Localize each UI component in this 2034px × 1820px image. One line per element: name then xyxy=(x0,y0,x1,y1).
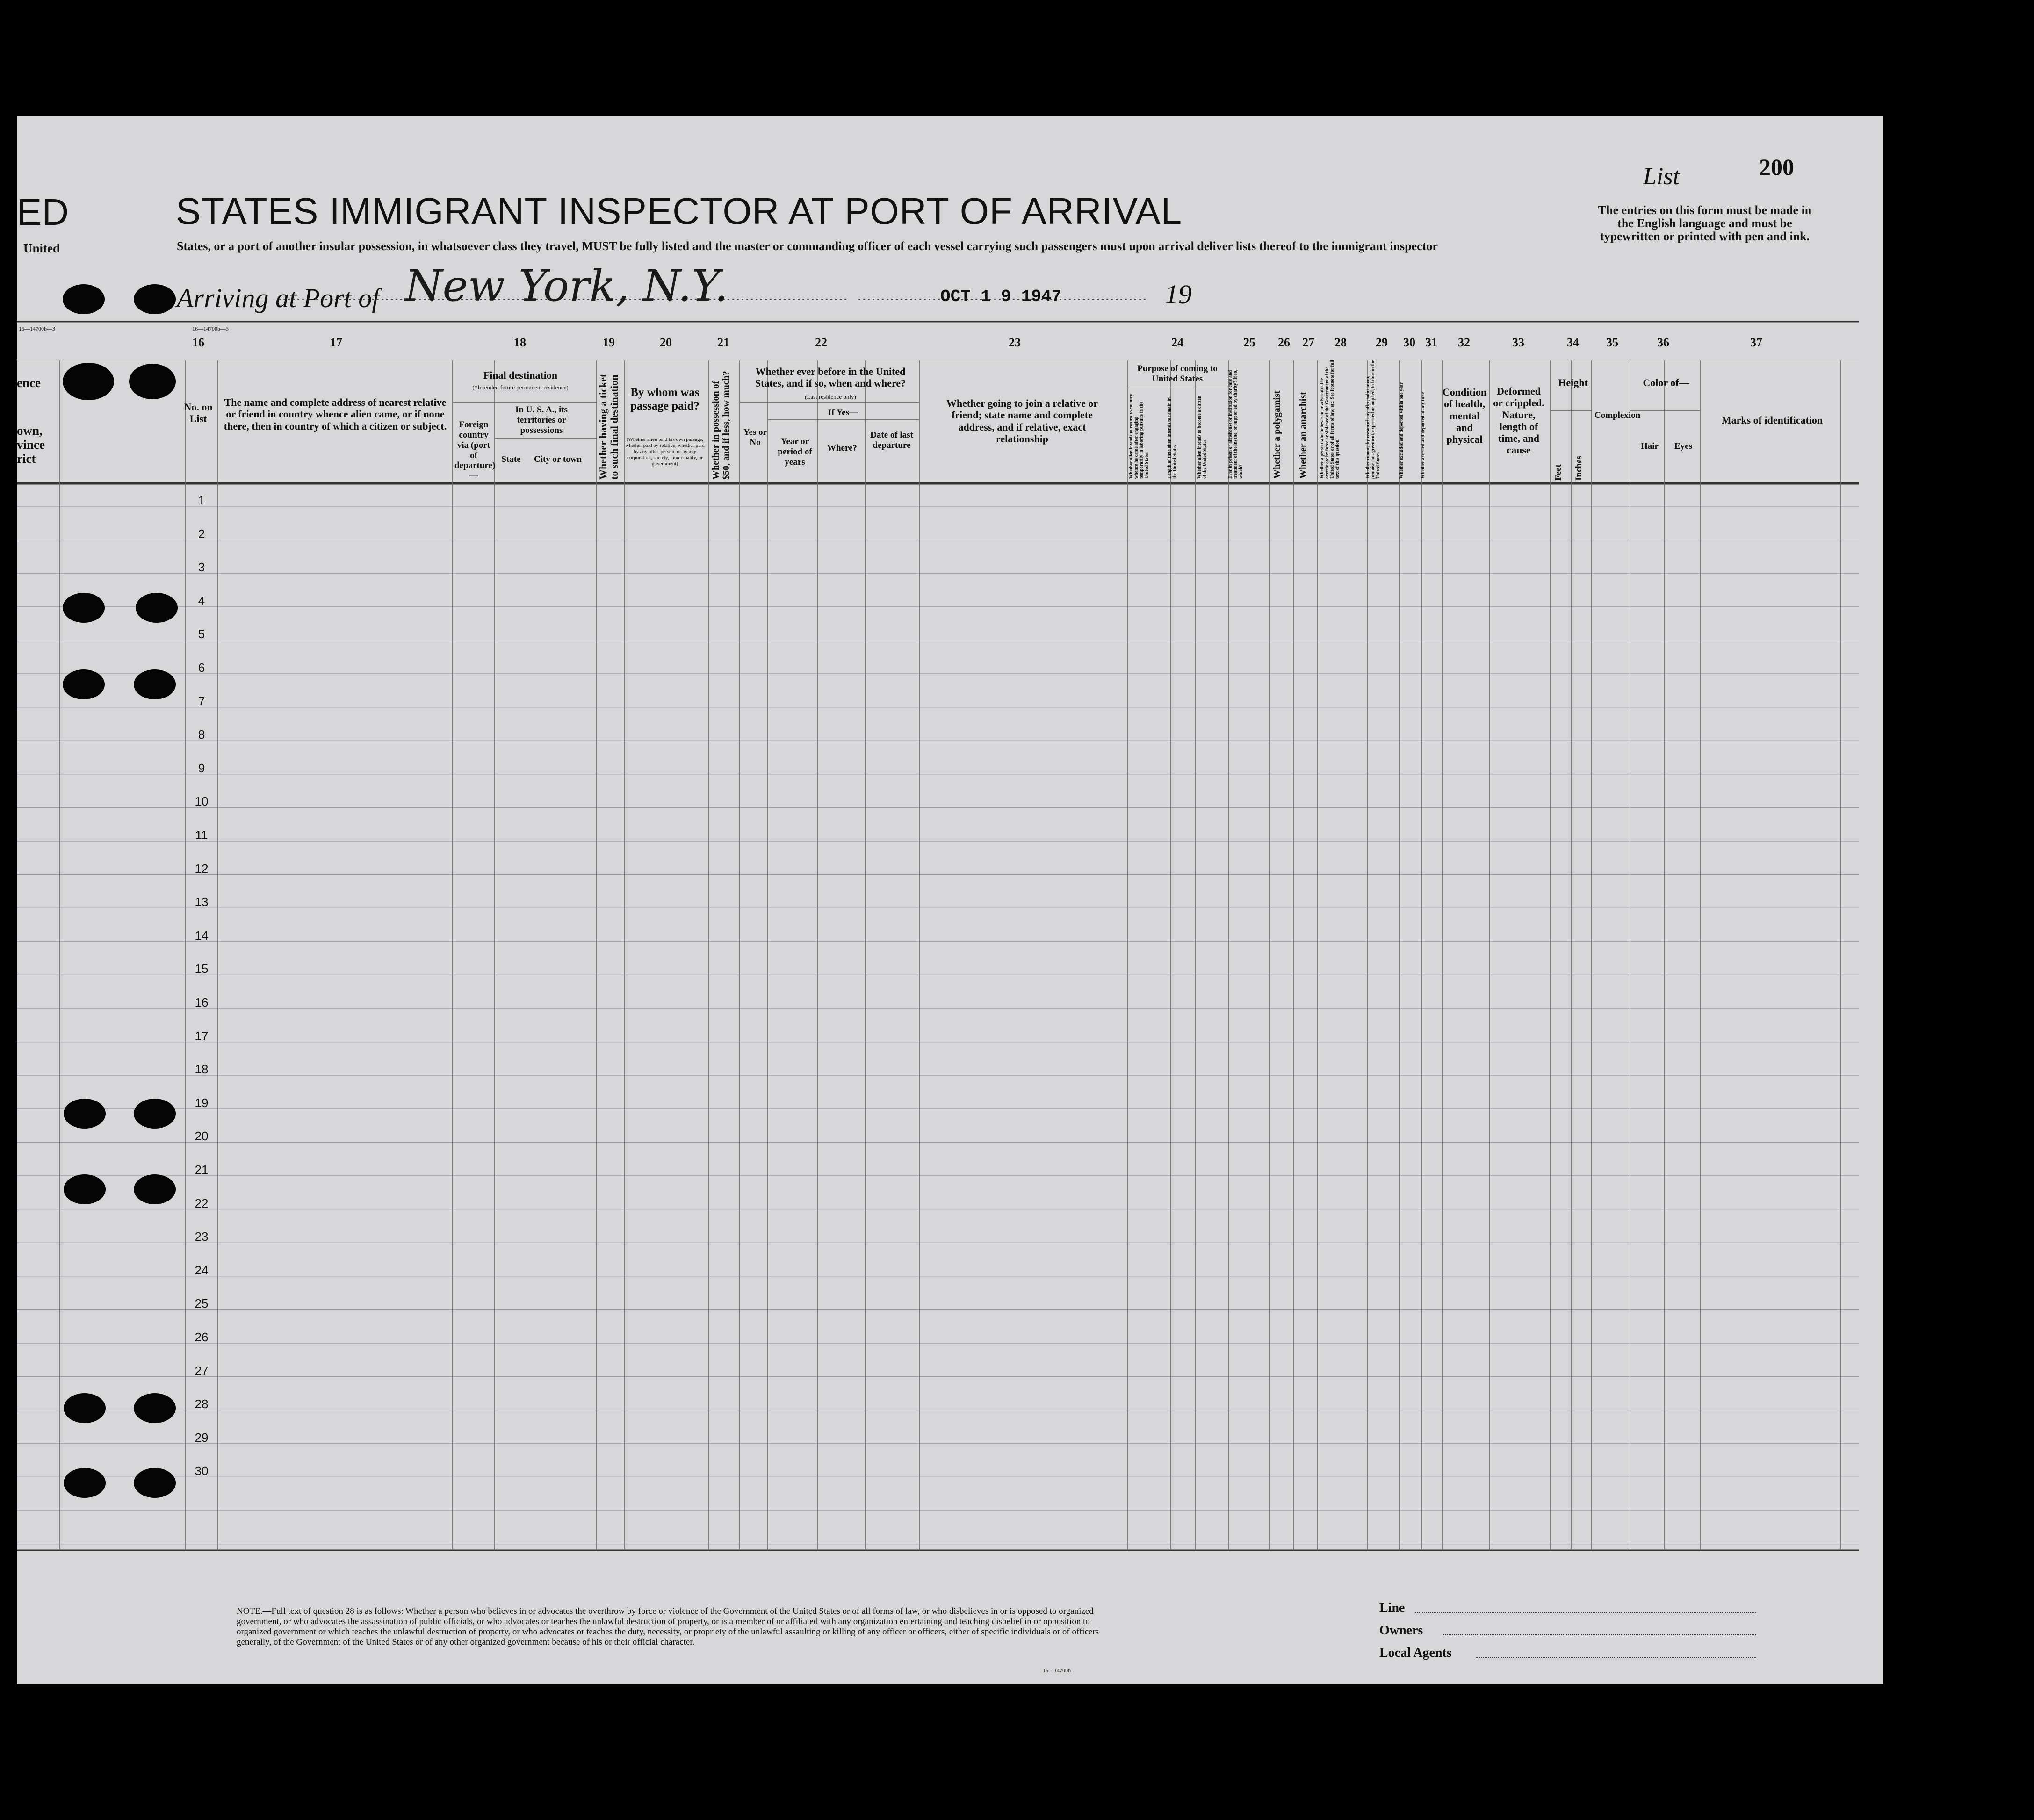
date-stamp: OCT 1 9 1947 xyxy=(940,287,1062,306)
header-anarchist: Whether an anarchist xyxy=(1298,392,1308,479)
column-number: 25 xyxy=(1243,336,1255,349)
binding-hole xyxy=(64,1393,106,1423)
header-city: City or town xyxy=(534,454,582,464)
binding-hole xyxy=(129,364,176,399)
binding-hole xyxy=(63,669,105,699)
header-purpose-citizen: Whether alien intends to become a citizen of the United States xyxy=(1197,396,1207,479)
column-number: 18 xyxy=(514,336,526,349)
row-number: 4 xyxy=(198,593,205,608)
binding-hole xyxy=(64,1099,106,1129)
binding-hole xyxy=(134,669,176,699)
binding-hole xyxy=(134,284,176,314)
column-number: 26 xyxy=(1278,336,1290,349)
header-ever-before: Whether ever before in the United States, and if so, when and where? xyxy=(755,366,906,389)
row-number: 14 xyxy=(195,928,209,942)
header-overthrow: Whether a person who believes in or advocates the overthrow by force or violence of the Government of the United States or of all forms of law, etc. See footnote for full text of this question xyxy=(1320,360,1340,479)
column-number: 35 xyxy=(1606,336,1618,349)
header-passage-paid-note: (Whether alien paid his own passage, whether paid by relative, whether paid by any other person, or by any corporation, society, municipality, or government) xyxy=(625,437,705,467)
row-number: 12 xyxy=(195,861,209,876)
column-number: 29 xyxy=(1376,336,1388,349)
row-number: 9 xyxy=(198,761,205,775)
column-number: 19 xyxy=(603,336,615,349)
header-feet: Feet xyxy=(1553,464,1563,481)
row-number: 15 xyxy=(195,962,209,976)
line-signature xyxy=(1415,1612,1756,1613)
footnote: NOTE.—Full text of question 28 is as follows: Whether a person who believes in or advocates the overthrow by force or violence of the Government of the United States or of all forms of law, or who disbelieves in or is opposed to organized government, or who advocates the assassination of public officials, or who advocates or teaches the unlawful destruction of property, or is a member of or affiliated with any organization entertaining and teaching disbelief in or opposition to organized government or which teaches the unlawful destruction of property, or who advocates or teaches the duty, necessity, or propriety of the unlawful assaulting or killing of any officer or officers, either of specific individuals or of officers generally, of the Government of the United States or of any other organized government because of his or their official character. xyxy=(237,1606,1099,1647)
header-ticket: Whether having a ticket to such final destination xyxy=(597,374,620,480)
manifest-sheet xyxy=(17,116,1883,1684)
header-if-yes: If Yes— xyxy=(828,408,858,417)
column-number: 28 xyxy=(1334,336,1347,349)
header-inches: Inches xyxy=(1574,456,1584,481)
binding-hole xyxy=(63,284,105,314)
row-number: 6 xyxy=(198,661,205,675)
row-number: 28 xyxy=(195,1397,209,1411)
header-color-of: Color of— xyxy=(1643,377,1689,388)
page-subtitle: States, or a port of another insular possession, in whatsoever class they travel, MUST be fully listed and the master or commanding officer of each vessel carrying such passengers must upon arrival deliver lists thereof to the immigrant inspector xyxy=(177,239,1438,253)
row-number: 18 xyxy=(195,1062,209,1077)
header-join-relative: Whether going to join a relative or friend; state name and complete address, and if relative, exact relationship xyxy=(946,397,1098,445)
page-title: STATES IMMIGRANT INSPECTOR AT PORT OF ARRIVAL xyxy=(176,190,1183,232)
header-where: Where? xyxy=(827,443,858,453)
row-number: 25 xyxy=(195,1296,209,1311)
row-number: 7 xyxy=(198,694,205,708)
binding-hole xyxy=(134,1468,176,1498)
header-passage-paid: By whom was passage paid? xyxy=(630,386,700,412)
header-offer-labor: Whether coming by reason of any offer, solicitation, promise, or agreement, expressed or implied, to labor in the United States xyxy=(1365,360,1381,479)
clipped-word-fragment: United xyxy=(23,241,60,255)
row-number: 27 xyxy=(195,1363,209,1378)
local-agents-label: Local Agents xyxy=(1379,1646,1452,1660)
line-label: Line xyxy=(1379,1601,1405,1615)
agents-signature xyxy=(1476,1657,1756,1658)
header-arrested: Whether arrested and deported at any time xyxy=(1421,392,1426,479)
header-deformed: Deformed or crippled. Nature, length of time, and cause xyxy=(1493,385,1544,456)
left-fragment: vince xyxy=(17,438,45,452)
instructions-note: The entries on this form must be made in the English language and must be typewritten or printed with pen and ink. xyxy=(1598,203,1812,243)
column-number: 23 xyxy=(1009,336,1021,349)
list-number: 200 xyxy=(1759,154,1794,180)
clipped-title-fragment: ED xyxy=(17,191,69,233)
list-label: List xyxy=(1643,163,1680,190)
row-number: 24 xyxy=(195,1263,209,1277)
header-no-on-list: No. on List xyxy=(184,401,213,425)
binding-hole xyxy=(134,1174,176,1204)
row-number: 8 xyxy=(198,727,205,742)
column-number: 32 xyxy=(1458,336,1470,349)
form-code-bottom: 16—14700b xyxy=(1043,1667,1071,1674)
column-number: 17 xyxy=(330,336,342,349)
row-number: 19 xyxy=(195,1095,209,1110)
owners-signature xyxy=(1443,1634,1756,1635)
binding-hole xyxy=(134,1099,176,1129)
year-prefix: 19 xyxy=(1165,279,1192,309)
form-code-fragment: 16—14700b—3 xyxy=(19,325,55,332)
header-final-destination-note: (*Intended future permanent residence) xyxy=(472,384,569,391)
row-number: 22 xyxy=(195,1196,209,1210)
header-purpose-return: Whether alien intends to return to country whence he came after engaging temporarily in laboring pursuits in the United States xyxy=(1129,394,1149,479)
row-number: 17 xyxy=(195,1029,209,1043)
row-number: 16 xyxy=(195,995,209,1009)
binding-hole xyxy=(64,1174,106,1204)
left-fragment: ence xyxy=(17,376,41,390)
header-in-usa: In U. S. A., its territories or possessions xyxy=(515,405,568,435)
header-yes-or-no: Yes or No xyxy=(743,427,767,447)
header-polygamist: Whether a polygamist xyxy=(1272,390,1282,479)
header-final-destination: Final destination xyxy=(483,369,558,381)
column-number: 33 xyxy=(1512,336,1524,349)
column-number: 34 xyxy=(1567,336,1579,349)
header-fifty-dollars: Whether in possession of $50, and if less, how much? xyxy=(711,371,731,480)
row-number: 21 xyxy=(195,1163,209,1177)
column-number: 27 xyxy=(1302,336,1314,349)
form-code-top: 16—14700b—3 xyxy=(192,325,229,332)
binding-hole xyxy=(63,363,114,400)
column-number: 20 xyxy=(660,336,672,349)
header-purpose-length: Length of time alien intends to remain in the United States xyxy=(1167,397,1177,479)
arriving-label: Arriving at Port of xyxy=(177,283,380,313)
header-ever-before-note: (Last residence only) xyxy=(805,393,856,400)
column-number: 16 xyxy=(192,336,204,349)
header-height: Height xyxy=(1558,377,1588,388)
header-nearest-relative: The name and complete address of nearest relative or friend in country whence alien came, or if none there, then in country of which a citizen or subject. xyxy=(224,396,447,432)
row-number: 13 xyxy=(195,895,209,909)
header-year-period: Year or period of years xyxy=(778,437,812,467)
binding-hole xyxy=(136,593,178,623)
header-marks: Marks of identification xyxy=(1721,414,1823,426)
binding-hole xyxy=(63,593,105,623)
column-number: 22 xyxy=(815,336,827,349)
row-number: 30 xyxy=(195,1464,209,1478)
row-number: 29 xyxy=(195,1430,209,1445)
row-number: 26 xyxy=(195,1330,209,1344)
port-handwritten: New York, N.Y. xyxy=(405,261,728,311)
header-prison: Ever in prison or almshouse or institution for care and treatment of the insane, or supported by charity? If so, which? xyxy=(1228,369,1243,479)
row-number: 1 xyxy=(198,493,205,507)
header-hair: Hair xyxy=(1641,441,1659,451)
header-complexion: Complexion xyxy=(1594,410,1641,420)
row-number: 2 xyxy=(198,526,205,541)
row-number: 20 xyxy=(195,1129,209,1144)
column-number: 37 xyxy=(1750,336,1762,349)
column-number: 30 xyxy=(1403,336,1415,349)
row-number: 11 xyxy=(195,828,208,842)
header-state: State xyxy=(501,454,521,464)
owners-label: Owners xyxy=(1379,1623,1423,1638)
header-purpose: Purpose of coming to United States xyxy=(1137,364,1218,384)
left-fragment: rict xyxy=(17,452,36,466)
column-number: 31 xyxy=(1425,336,1437,349)
left-fragment: own, xyxy=(17,424,43,438)
header-eyes: Eyes xyxy=(1674,441,1692,451)
column-number: 24 xyxy=(1171,336,1183,349)
column-number: 21 xyxy=(717,336,729,349)
header-health: Condition of health, mental and physical xyxy=(1442,386,1487,446)
row-number: 23 xyxy=(195,1230,209,1244)
column-number: 36 xyxy=(1657,336,1669,349)
row-number: 10 xyxy=(195,794,209,809)
header-excluded: Whether excluded and deported within one year xyxy=(1399,382,1404,479)
binding-hole xyxy=(64,1468,106,1498)
header-date-departure: Date of last departure xyxy=(870,430,913,450)
binding-hole xyxy=(134,1393,176,1423)
row-number: 3 xyxy=(198,560,205,575)
form-grid xyxy=(17,116,1883,1684)
row-number: 5 xyxy=(198,627,205,641)
header-foreign-country: Foreign country via (port of departure)— xyxy=(454,420,496,481)
